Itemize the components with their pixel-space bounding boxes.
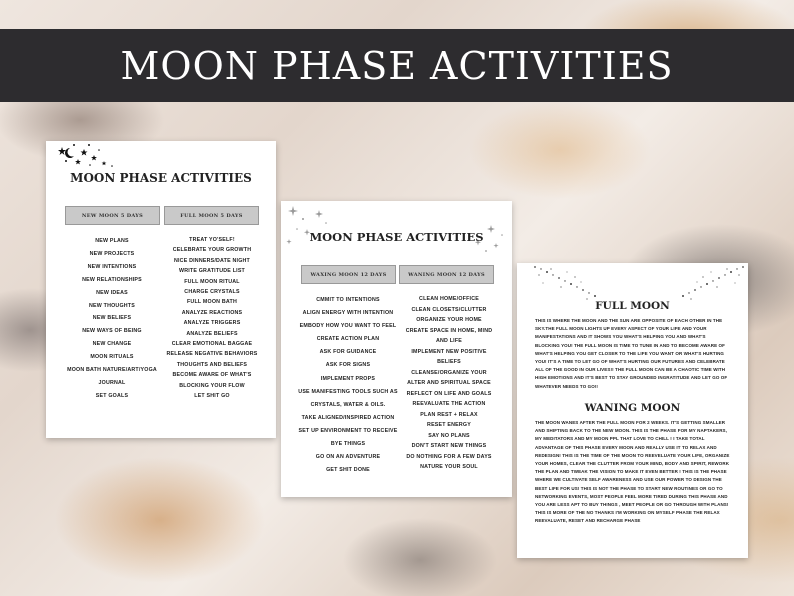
list-item: EMBODY HOW YOU WANT TO FEEL (299, 323, 397, 330)
list-item: NEW CHANGE (92, 341, 132, 348)
list-item: USE MANIFESTING TOOLS SUCH AS (298, 388, 398, 395)
list-item: IMPLEMENT NEW POSITIVE (411, 348, 487, 355)
list-item: NEW BELIEFS (92, 315, 132, 322)
list-item: AND LIFE (435, 338, 463, 344)
list-item: JOURNAL (98, 379, 126, 386)
list-item: REFLECT ON LIFE AND GOALS (406, 390, 492, 397)
list-item: CREATE SPACE IN HOME, MIND (405, 327, 493, 334)
waning-moon-list (391, 294, 507, 473)
list-item: ALIGN ENERGY WITH INTENTION (302, 310, 394, 317)
list-item: CREATE ACTION PLAN (316, 336, 380, 343)
list-item: NEW IDEAS (96, 289, 128, 296)
list-item: ORGANIZE YOUR HOME (416, 317, 482, 323)
page-new-full-moon (46, 141, 276, 438)
star-swirl-left-icon (531, 263, 611, 303)
list-item: FULL MOON RITUAL (184, 278, 240, 285)
page-title: MOON PHASE ACTIVITIES (70, 171, 252, 185)
list-item: RESET ENERGY (427, 422, 471, 428)
list-item: NEW PLANS (95, 238, 129, 244)
page-waxing-waning (281, 201, 512, 497)
full-moon-header: FULL MOON 5 DAYS (164, 206, 259, 225)
waxing-moon-header: WAXING MOON 12 DAYS (301, 265, 396, 284)
list-item: ANALYZE TRIGGERS (183, 320, 241, 327)
list-item: NEW PROJECTS (89, 250, 135, 257)
list-item: BECOME AWARE OF WHAT'S (172, 372, 252, 379)
list-item: CELEBRATE YOUR GROWTH (172, 247, 252, 254)
list-item: REEVALUATE THE ACTION (412, 401, 486, 407)
list-item: MOON RITUALS (90, 354, 134, 361)
list-item: TAKE ALIGNED/INSPIRED ACTION (301, 414, 395, 421)
list-item: ANALYZE BELIEFS (186, 330, 238, 337)
banner-title: MOON PHASE ACTIVITIES (120, 43, 674, 88)
page-title: MOON PHASE ACTIVITIES (309, 230, 484, 244)
list-item: NEW RELATIONSHIPS (82, 276, 142, 283)
list-item: FULL MOON BATH (187, 299, 237, 306)
list-item: CLEAN HOME/OFFICE (419, 296, 479, 302)
list-item: CRYSTALS, WATER & OILS. (310, 401, 386, 408)
list-item: ANALYZE REACTIONS (181, 309, 243, 316)
list-item: GET SHIT DONE (326, 467, 370, 474)
list-item: DO NOTHING FOR A FEW DAYS (406, 453, 492, 460)
list-item: RELEASE NEGATIVE BEHAVIORS (166, 351, 258, 358)
waning-moon-text: THE MOON WANES AFTER THE FULL MOON FOR 2 WEEKS. IT'S GETTING SMALLER AND SHIFTING BACK TO THE NEW MOON. THIS IS THE PHASE FOR MY NAPTAKERS, MY MEDITATORS AND MY MOON PPL THAT LOVE TO CHILL ! I TAKE TOTAL ADVANTAGE OF THIS PHASE EVERY MOON AND REALLY USE IT TO RELAX AND REDESIGN! THIS IS THE TIME OF THE MOON TO REEVELUATE YOUR LIFE, ORGANIZE YOUR HOMES, CLEAR THE CLUTTER FROM YOUR MIND, BODY AND SPIRIT, REWORK THE PLAN AND TWEAK THE VISION TO MAKE IT EVEN BETTER ! THIS IS THE PHASE WHERE WE CULTIVATE SELF AWARENESS AND USE OUR POWER TO DESIGN THE BEST LIFE FOR US! THIS IS NOT THE PHASE TO START NEW ROUTINES OR GO TO NETWORKING EVENTS, MOST PEOPLE FEEL MORE TIRED DURING THIS PHASE AND YOU ARE LESS APT TO BUY THINGS , MEET PEOPLE OR GO THROUGH WITH PLANS! THIS IS MORE OF THE NO THANKS I'M WORKING ON MYSELF PHASE THE RELAX REEVALUATE, RESET AND RECHARGE PHASE (535, 420, 730, 524)
list-item: WRITE GRATITUDE LIST (179, 268, 245, 275)
list-item: NATURE YOUR SOUL (420, 464, 478, 470)
list-item: ASK FOR SIGNS (325, 362, 371, 369)
waxing-moon-list (289, 294, 407, 477)
list-item: BYE THINGS (330, 441, 366, 448)
full-moon-text: THIS IS WHERE THE MOON AND THE SUN ARE OPPOSITE OF EACH OTHER IN THE SKY.THE FULL MOON LIGHTS UP EVERY ASPECT OF YOUR LIFE AND YOUR MANIFESTATIONS AND IT SHOWS YOU WHAT'S HELPING YOU AND WHAT'S BLOCKING YOU! THE FULL MOON IS TIME TO TUNE IN AND TO BECOME AWARE OF WHAT'S HELPING YOU GET CLOSER TO THE LIFE YOU WANT OR WHAT'S HURTING YOU! IT'S A TIME TO LET GO OF WHAT'S HURTING OUR FUTURES AND CELEBRATE ALL OF THE GOOD IN OUR LIVES!! THE FULL MOON CAN BE A CHAOTIC TIME WITH HIGH EMOTIONS AND IT'S BEST TO STAY GROUNDED INGRATITUDE AND LET GO OF WHATEVER NEEDS TO GO!! (535, 318, 728, 389)
list-item: NEW INTENTIONS (87, 263, 137, 270)
list-item: PLAN REST + RELAX (420, 411, 478, 418)
waning-moon-heading: WANING MOON (584, 402, 681, 414)
list-item: SET UP ENVIRONMENT TO RECEIVE (298, 427, 398, 434)
list-item: THOUGHTS AND BELIEFS (176, 361, 248, 368)
list-item: LET SHIT GO (194, 393, 230, 400)
list-item: GO ON AN ADVENTURE (315, 454, 381, 461)
list-item: IMPLEMENT PROPS (320, 375, 376, 382)
full-moon-heading: FULL MOON (595, 300, 670, 312)
list-item: NEW WAYS OF BEING (82, 328, 142, 335)
full-moon-list (154, 235, 270, 402)
new-moon-header: NEW MOON 5 DAYS (65, 206, 160, 225)
list-item: DON'T START NEW THINGS (411, 443, 487, 449)
list-item: SET GOALS (95, 392, 129, 399)
list-item: CMMIT TO INTENTIONS (316, 297, 380, 303)
title-banner (0, 29, 794, 102)
list-item: NEW THOUGHTS (89, 302, 135, 309)
page-full-waning-moon (517, 263, 748, 558)
list-item: SAY NO PLANS (428, 432, 470, 439)
list-item: TREAT YO'SELF! (189, 237, 235, 243)
list-item: NICE DINNERS/DATE NIGHT (173, 257, 250, 264)
list-item: MOON BATH NATURE/ART/YOGA (67, 367, 157, 374)
list-item: BLOCKING YOUR FLOW (179, 382, 245, 389)
new-moon-list (54, 235, 170, 403)
star-swirl-right-icon (667, 263, 747, 303)
list-item: CLEAR EMOTIONAL BAGGAE (171, 341, 253, 348)
waning-moon-header: WANING MOON 12 DAYS (399, 265, 494, 284)
list-item: BELIEFS (437, 359, 461, 365)
list-item: CLEANSE/ORGANIZE YOUR (411, 369, 487, 376)
list-item: ALTER AND SPIRITUAL SPACE (407, 380, 491, 386)
stars-moon-icon (54, 141, 124, 171)
list-item: CLEAN CLOSETS/CLUTTER (411, 306, 487, 313)
list-item: CHARGE CRYSTALS (184, 289, 240, 296)
list-item: ASK FOR GUIDANCE (319, 349, 377, 356)
